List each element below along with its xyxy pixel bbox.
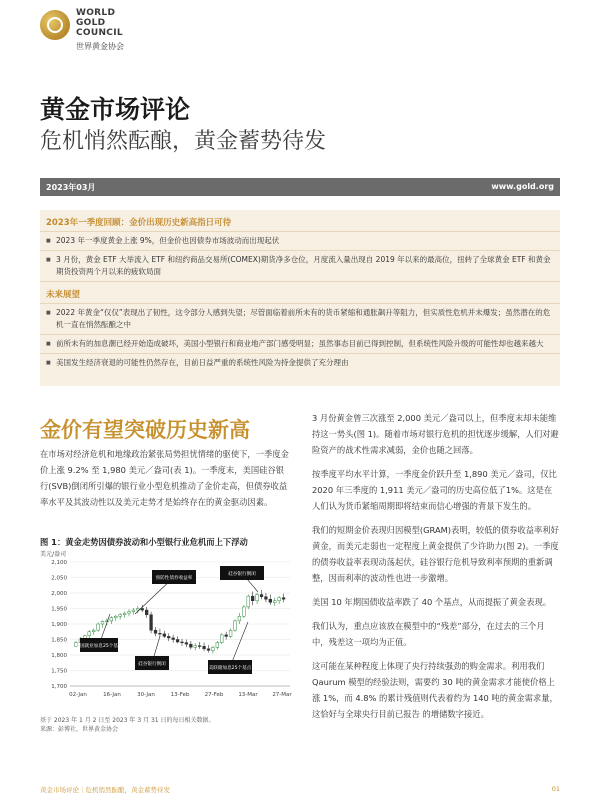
candle-body bbox=[251, 596, 254, 601]
y-tick-label: 1,950 bbox=[51, 606, 67, 613]
x-tick-label: 02-Jan bbox=[69, 692, 87, 698]
candle-body bbox=[150, 615, 153, 631]
candle-body bbox=[128, 612, 131, 614]
figure-note bbox=[40, 716, 300, 734]
report-date: 2023年03月 bbox=[46, 183, 96, 192]
section-title: 金价有望突破历史新高 bbox=[40, 418, 250, 442]
candle-body bbox=[225, 635, 228, 637]
right-paragraph: 我们认为，重点应该放在模型中的“残差”部分，在过去的三个月中，残差这一项均为正值。 bbox=[312, 621, 545, 647]
candle-body bbox=[114, 616, 117, 618]
candle-body bbox=[256, 595, 259, 601]
logo-line2: GOLD bbox=[76, 18, 106, 28]
candle-body bbox=[136, 609, 139, 611]
right-paragraph: 按季度平均水平计算，一季度金价跃升至 1,890 美元／盎司，仅比 2020 年三季度的 1,911 美元／盎司的历史高位低了1%。这是在人们认为货币紧缩周期即将结束而信心增强的背景下发生的。 bbox=[312, 469, 557, 511]
candle-body bbox=[92, 630, 95, 632]
summary-heading-review: 2023年一季度回顾：金价出现历史新高指日可待 bbox=[46, 218, 232, 228]
summary-item: ■ 3 月份，黄金 ETF 大举流入 ETF 和纽约商品交易所(COMEX)期货净多仓位，月度流入量出现自 2019 年以来的最高位，扭转了全球黄金 ETF 和黄金期货投资两个月以来的疲软局面 bbox=[40, 250, 560, 281]
website-link[interactable]: www.gold.org bbox=[491, 182, 554, 191]
logo-text bbox=[76, 8, 123, 38]
candle-body bbox=[273, 601, 276, 603]
x-tick-label: 16-Jan bbox=[103, 692, 121, 698]
candle-body bbox=[159, 633, 162, 634]
candle-body bbox=[97, 624, 100, 630]
candle-body bbox=[123, 613, 126, 615]
candle-body bbox=[269, 599, 272, 602]
x-tick-label: 27-Mar bbox=[272, 692, 292, 698]
candle-body bbox=[220, 635, 223, 643]
summary-box bbox=[40, 210, 560, 386]
annotation-label: 预防性债券收益率 bbox=[155, 576, 193, 581]
logo-cn: 世界黄金协会 bbox=[76, 42, 124, 51]
right-paragraph: 3 月份黄金曾三次涨至 2,000 美元／盎司以上，但季度末却未能维持这一势头(图 1)。随着市场对银行危机的担忧逐步缓解，人们对避险资产的战术性需求减弱，金价也随之回落。 bbox=[312, 413, 559, 455]
candle-body bbox=[119, 615, 122, 617]
x-tick-label: 27-Feb bbox=[204, 692, 224, 698]
figure-note-text: 基于 2023 年 1 月 2 日至 2023 年 3 月 31 日的每日相关数据。 bbox=[40, 717, 215, 724]
y-tick-label: 2,000 bbox=[51, 591, 67, 597]
left-paragraph: 在市场对经济危机和地缘政治紧张局势担忧情绪的驱使下，一季度金价上涨 9.2% 至 1,980 美元／盎司(表 1)。一季度末，美国硅谷银行(SVB)倒闭所引爆的银行业小型危机推动了金价走高，但债券收益率水平及其波动性以及美元走势才是始终存在的黄金驱动因素。 bbox=[40, 449, 289, 507]
candle-body bbox=[163, 634, 166, 636]
candle-body bbox=[154, 630, 157, 633]
candle-body bbox=[238, 616, 241, 621]
candle-body bbox=[212, 647, 215, 650]
annotation-label: 美联储加息25个基点 bbox=[208, 666, 252, 671]
candle-body bbox=[229, 630, 232, 636]
candle-body bbox=[278, 598, 281, 601]
summary-heading-outlook: 未来展望 bbox=[40, 281, 560, 303]
y-tick-label: 2,050 bbox=[51, 575, 67, 582]
candle-body bbox=[194, 646, 197, 648]
right-paragraph: 我们的短期金价表现归因模型(GRAM)表明，较低的债券收益率利好黄金，而美元走弱也一定程度上黄金提供了少许助力(图 2)。一季度的债券收益率表现动荡起伏，硅谷银行危机导致利率预期的重新调整，因而利率的波动性也进一步激增。 bbox=[312, 525, 559, 583]
y-tick-label: 1,850 bbox=[51, 637, 67, 644]
candle-body bbox=[181, 642, 184, 643]
candle-body bbox=[282, 598, 285, 600]
y-tick-label: 1,800 bbox=[51, 653, 67, 659]
candle-body bbox=[141, 609, 144, 611]
candle-body bbox=[167, 636, 170, 638]
y-tick-label: 1,900 bbox=[51, 622, 67, 628]
summary-item: ■ 美国发生经济衰退的可能性仍然存在，目前日益严重的系统性风险为持金提供了充分理由 bbox=[40, 353, 560, 372]
right-paragraph: 这可能在某种程度上体现了央行持续强劲的购金需求。利用我们 Qaurum 模型的经验法则，需要约 30 吨的黄金需求才能使价格上涨 1%，而 4.8% 的累计残值则代表着约为 140 吨的黄金需求量，这恰好与全球央行目前已报告 的增储数字接近。 bbox=[312, 661, 558, 719]
figure-source: 来源：彭博社，世界黄金协会 bbox=[40, 726, 119, 733]
y-tick-label: 1,700 bbox=[51, 684, 67, 690]
summary-item: ■ 前所未有的加息潮已经开始造成破坏，美国小型银行和商业地产部门感受明显；虽然事态目前已得到控制，但系统性风险升级的可能性却也越来越大 bbox=[40, 334, 560, 353]
x-tick-label: 13-Mar bbox=[238, 692, 258, 698]
candle-body bbox=[207, 649, 210, 651]
y-axis-label: 美元/盎司 bbox=[40, 551, 67, 558]
candle-body bbox=[132, 610, 135, 612]
candle-body bbox=[234, 621, 237, 630]
gold-price-chart bbox=[40, 548, 300, 708]
annotation-label: 硅谷银行倒闭 bbox=[228, 572, 256, 577]
page-subtitle: 危机悄然酝酿，黄金蓄势待发 bbox=[40, 129, 327, 154]
right-paragraph: 美国 10 年期国债收益率跌了 40 个基点，从而提振了黄金表现。 bbox=[312, 597, 552, 607]
logo-emblem-icon bbox=[40, 10, 70, 40]
candle-body bbox=[198, 646, 201, 647]
candle-body bbox=[88, 632, 91, 636]
candle-body bbox=[145, 610, 148, 615]
candle-body bbox=[172, 638, 175, 640]
world-gold-council-logo bbox=[40, 8, 180, 58]
candle-body bbox=[185, 643, 188, 645]
candle-body bbox=[176, 640, 179, 642]
candle-body bbox=[265, 597, 268, 599]
figure-title: 图 1：黄金走势因债券波动和小型银行业危机而上下浮动 bbox=[40, 537, 248, 547]
candle-body bbox=[216, 643, 219, 648]
candle-body bbox=[110, 618, 113, 621]
candle-body bbox=[247, 596, 250, 607]
right-column bbox=[312, 410, 560, 730]
date-band bbox=[40, 178, 560, 196]
candle-body bbox=[101, 622, 104, 624]
candle-body bbox=[260, 595, 263, 597]
logo-line3: COUNCIL bbox=[76, 28, 123, 38]
summary-item: ■ 2022 年黄金“仅仅”表现出了韧性，这令部分人感到失望；尽管面临着前所未有的货币紧缩和通胀飙升等阻力，但实质性危机并未爆发；虽然潜在的危机一直在悄然酝酿之中 bbox=[40, 303, 560, 334]
y-tick-label: 1,750 bbox=[51, 668, 67, 675]
annotation-label: 硅谷银行倒闭 bbox=[138, 662, 166, 667]
candle-body bbox=[189, 644, 192, 647]
y-tick-label: 2,100 bbox=[51, 560, 67, 566]
candle-body bbox=[203, 646, 206, 648]
annotation-label: 美国就业加息25个基点 bbox=[75, 644, 123, 649]
summary-item: ■ 2023 年一季度黄金上涨 9%，但金价也因债券市场波动而出现起伏 bbox=[40, 231, 560, 250]
footer-text: 黄金市场评论｜危机悄然酝酿，黄金蓄势待发 bbox=[40, 786, 170, 794]
candle-body bbox=[242, 607, 245, 616]
x-tick-label: 30-Jan bbox=[137, 692, 155, 698]
x-tick-label: 13-Feb bbox=[170, 692, 190, 698]
candle-body bbox=[106, 621, 109, 622]
logo-line1: WORLD bbox=[76, 8, 116, 18]
page-number: 01 bbox=[551, 785, 560, 793]
page-title: 黄金市场评论 bbox=[40, 95, 191, 124]
